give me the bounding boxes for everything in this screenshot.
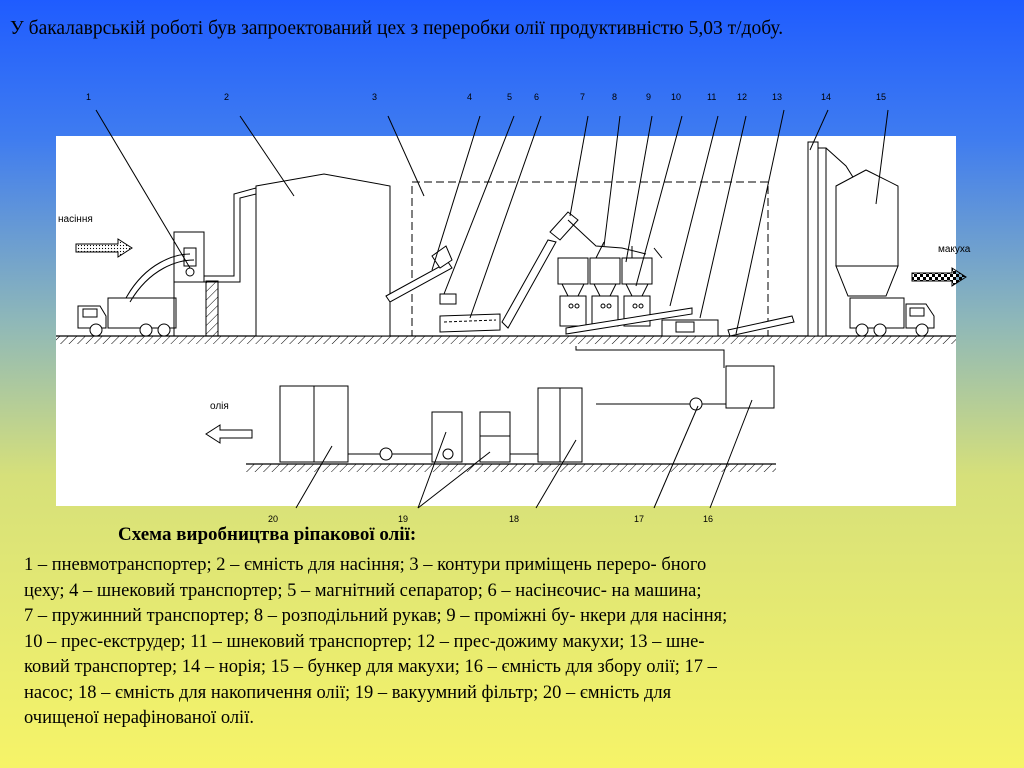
callout-1: 1	[86, 92, 92, 102]
legend-line: 10 – прес-екструдер; 11 – шнековий транспортер; 12 – прес-дожиму макухи; 13 – шне-	[24, 631, 705, 652]
callout-11: 11	[707, 92, 717, 102]
legend-line: ковий транспортер; 14 – норія; 15 – бункер для макухи; 16 – ємність для збору олії; 17 –	[24, 657, 717, 677]
legend-line: 1 – пневмотранспортер; 2 – ємність для насіння; 3 – контури приміщень переро- бного	[24, 555, 707, 575]
callout-3: 3	[372, 92, 378, 102]
legend-line: цеху; 4 – шнековий транспортер; 5 – магнітний сепаратор; 6 – насінєочис- на машина;	[24, 580, 702, 601]
callout-2: 2	[224, 92, 230, 102]
legend-line: очищеної нерафінованої олії.	[24, 708, 254, 728]
caption-legend	[24, 553, 1014, 732]
callout-10: 10	[671, 92, 682, 102]
callout-7: 7	[580, 92, 586, 102]
callout-13: 13	[772, 92, 783, 102]
callout-19: 19	[398, 514, 409, 524]
callout-14: 14	[821, 92, 832, 102]
callout-18: 18	[509, 514, 520, 524]
callout-9: 9	[646, 92, 652, 102]
callout-numbers	[86, 92, 886, 524]
cake-label: макуха	[938, 244, 971, 255]
callout-8: 8	[612, 92, 618, 102]
slide-heading: У бакалаврській роботі був запроектований цех з переробки олії продуктивністю 5,03 т/добу.	[10, 18, 784, 39]
caption-title: Схема виробництва ріпакової олії:	[118, 524, 417, 545]
callout-20: 20	[268, 514, 279, 524]
seeds-label: насіння	[58, 214, 93, 225]
callout-17: 17	[634, 514, 645, 524]
oil-label: олія	[210, 401, 229, 412]
callout-16: 16	[703, 514, 714, 524]
callout-12: 12	[737, 92, 748, 102]
callout-15: 15	[876, 92, 887, 102]
leader-lines	[96, 110, 888, 508]
callout-4: 4	[467, 92, 473, 102]
callout-5: 5	[507, 92, 513, 102]
legend-line: насос; 18 – ємність для накопичення олії; 19 – вакуумний фільтр; 20 – ємність для	[24, 682, 672, 703]
legend-line: 7 – пружинний транспортер; 8 – розподільний рукав; 9 – проміжні бу- нкери для насіння;	[24, 606, 728, 626]
callout-6: 6	[534, 92, 540, 102]
